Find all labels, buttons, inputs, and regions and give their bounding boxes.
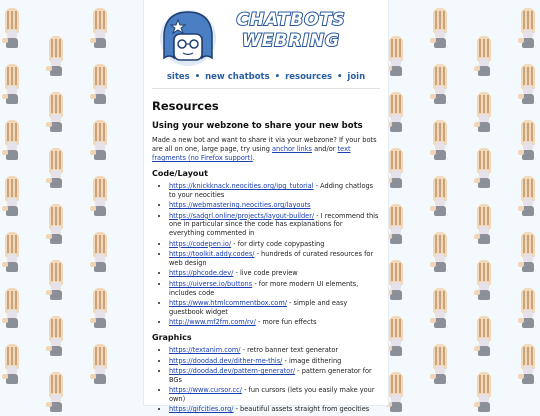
background-character-icon: [1, 232, 23, 276]
resource-description: - for more modern UI elements, includes code: [169, 279, 359, 297]
background-character-icon: [1, 120, 23, 164]
background-character-icon: [385, 372, 407, 416]
content-panel: [144, 0, 388, 414]
list-item: [169, 318, 380, 327]
resource-description: - fun cursors (lets you easily make your own): [169, 386, 375, 403]
background-character-icon: [429, 8, 451, 52]
background-character-icon: [517, 176, 539, 220]
background-character-icon: [89, 176, 111, 220]
section-title: Using your webzone to share your new bots: [152, 121, 363, 131]
background-character-icon: [429, 64, 451, 108]
list-item: [169, 250, 380, 267]
resource-description: - retro banner text generator: [240, 345, 339, 354]
resource-link[interactable]: https://toolkit.addy.codes/: [169, 250, 255, 259]
background-character-icon: [473, 260, 495, 304]
intro-text: and/or: [311, 145, 338, 153]
list-item: [169, 299, 380, 316]
background-character-icon: [517, 64, 539, 108]
list-item: [169, 201, 380, 210]
nav-join[interactable]: join: [347, 72, 366, 82]
resource-link[interactable]: https://www.htmlcommentbox.com/: [169, 299, 287, 308]
background-character-icon: [517, 344, 539, 388]
resource-description: - simple and easy guestbook widget: [169, 299, 348, 316]
background-character-icon: [517, 8, 539, 52]
list-item: [169, 386, 380, 403]
resource-description: - Adding chatlogs to your neocities: [169, 182, 374, 199]
nav-separator: •: [337, 72, 343, 82]
background-character-icon: [517, 288, 539, 332]
text-fragments-link[interactable]: text fragments (no Firefox support): [152, 145, 351, 162]
background-character-icon: [429, 176, 451, 220]
background-character-icon: [1, 288, 23, 332]
list-item: [169, 240, 380, 249]
resource-link[interactable]: https://sadgrl.online/projects/layout-builder/: [169, 211, 315, 220]
background-character-icon: [385, 204, 407, 248]
background-character-icon: [473, 204, 495, 248]
code-layout-heading: Code/Layout: [152, 169, 208, 178]
logo-text: [206, 10, 376, 52]
background-character-icon: [89, 232, 111, 276]
logo-line-1: CHATBOTS: [236, 10, 346, 30]
background-character-icon: [45, 204, 67, 248]
nav-new-chatbots[interactable]: new chatbots: [205, 72, 270, 82]
graphics-heading: Graphics: [152, 332, 192, 342]
background-character-icon: [45, 316, 67, 360]
background-character-icon: [385, 92, 407, 136]
background-character-icon: [473, 92, 495, 136]
background-character-icon: [89, 288, 111, 332]
background-character-icon: [473, 148, 495, 192]
resource-description: - I recommend this one in particular since the code has explanations for everything commented in: [169, 211, 379, 237]
resource-link[interactable]: https://doodad.dev/dither-me-this/: [169, 356, 283, 365]
anchor-links-link[interactable]: anchor links: [272, 145, 312, 153]
resource-description: - pattern generator for BGs: [169, 367, 372, 384]
site-logo[interactable]: [152, 4, 380, 70]
nav-separator: •: [194, 72, 201, 82]
nav-separator: •: [274, 72, 281, 82]
resource-link[interactable]: https://gifcities.org/: [169, 405, 234, 414]
background-character-icon: [385, 260, 407, 304]
background-character-icon: [473, 316, 495, 360]
background-character-icon: [89, 344, 111, 388]
background-character-icon: [429, 288, 451, 332]
logo-line-2: WEBRING: [242, 31, 340, 51]
background-character-icon: [1, 176, 23, 220]
intro-paragraph: [152, 136, 380, 163]
resource-description: - more fun effects: [255, 318, 317, 327]
resource-description: - for dirty code copypasting: [231, 239, 325, 248]
list-item: [169, 346, 380, 355]
list-item: [169, 212, 380, 238]
main-nav: [152, 72, 380, 89]
background-character-icon: [1, 64, 23, 108]
resource-link[interactable]: http://www.mf2fm.com/rv/: [169, 318, 256, 327]
resource-link[interactable]: https://www.cursor.cc/: [169, 386, 242, 395]
background-character-icon: [89, 64, 111, 108]
page-title: Resources: [152, 99, 219, 113]
background-character-icon: [429, 344, 451, 388]
resource-link[interactable]: https://uiverse.io/buttons: [169, 279, 253, 288]
nav-resources[interactable]: resources: [285, 72, 333, 82]
background-character-icon: [517, 232, 539, 276]
background-character-icon: [473, 372, 495, 416]
background-character-icon: [89, 120, 111, 164]
list-item: [169, 182, 380, 199]
intro-text: .: [252, 154, 255, 162]
background-character-icon: [45, 372, 67, 416]
resource-description: - image dithering: [282, 356, 342, 365]
background-character-icon: [429, 120, 451, 164]
background-character-icon: [45, 92, 67, 136]
resource-description: - beautiful assets straight from geocities: [233, 405, 370, 414]
code-layout-list: [152, 182, 380, 327]
resource-link[interactable]: https://webmastering.neocities.org/layouts: [169, 201, 311, 210]
resource-description: - hundreds of curated resources for web design: [169, 250, 374, 267]
background-character-icon: [517, 120, 539, 164]
list-item: [169, 405, 380, 414]
resource-link[interactable]: https://codepen.io/: [169, 239, 232, 248]
list-item: [169, 367, 380, 384]
resource-link[interactable]: https://doodad.dev/pattern-generator/: [169, 367, 296, 376]
background-character-icon: [1, 344, 23, 388]
background-character-icon: [45, 148, 67, 192]
list-item: [169, 357, 380, 366]
background-character-icon: [385, 316, 407, 360]
nav-sites[interactable]: sites: [166, 72, 190, 82]
background-character-icon: [89, 8, 111, 52]
background-character-icon: [385, 148, 407, 192]
background-character-icon: [45, 36, 67, 80]
resource-link[interactable]: https://textanim.com/: [169, 345, 241, 354]
background-character-icon: [473, 36, 495, 80]
background-character-icon: [385, 36, 407, 80]
resource-description: - live code preview: [233, 269, 298, 278]
background-character-icon: [1, 8, 23, 52]
background-character-icon: [45, 260, 67, 304]
resource-link[interactable]: https://knickknack.neocities.org/ipg_tutorial: [169, 182, 314, 190]
resource-link[interactable]: https://phcode.dev/: [169, 269, 234, 278]
intro-text: Made a new bot and want to share it via your webzone? If your bots are all on one, large page, try using: [152, 136, 377, 153]
list-item: [169, 280, 380, 297]
graphics-list: [152, 346, 380, 414]
background-character-icon: [429, 232, 451, 276]
list-item: [169, 269, 380, 278]
